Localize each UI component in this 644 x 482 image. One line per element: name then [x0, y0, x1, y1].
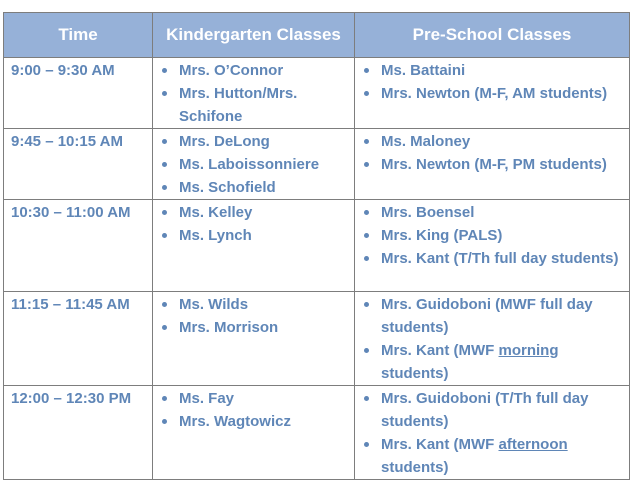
list-item: Mrs. Wagtowicz	[153, 410, 354, 433]
preschool-cell	[355, 292, 630, 386]
kindergarten-cell	[153, 292, 355, 386]
schedule-table	[3, 12, 630, 480]
list-item: Ms. Laboissonniere	[153, 153, 354, 176]
list-item: Ms. Schofield	[153, 176, 354, 199]
list-item: Ms. Lynch	[153, 224, 354, 247]
table-row	[4, 200, 630, 292]
list-item: Mrs. Newton (M-F, AM students)	[355, 82, 629, 105]
kant-session-underlined: morning	[498, 342, 559, 359]
preschool-cell	[355, 386, 630, 480]
preschool-cell	[355, 58, 630, 129]
preschool-cell	[355, 200, 630, 292]
preschool-cell	[355, 129, 630, 200]
kant-suffix: students)	[381, 459, 449, 476]
list-item: Mrs. O’Connor	[153, 59, 354, 82]
time-cell: 9:00 – 9:30 AM	[4, 58, 153, 129]
list-item	[355, 433, 629, 479]
time-cell: 9:45 – 10:15 AM	[4, 129, 153, 200]
list-item: Mrs. Morrison	[153, 316, 354, 339]
table-row	[4, 58, 630, 129]
kant-prefix: Mrs. Kant (MWF	[381, 436, 499, 453]
preschool-column-header: Pre-School Classes	[355, 13, 630, 58]
time-column-header: Time	[4, 13, 153, 58]
list-item: Mrs. Kant (T/Th full day students)	[355, 247, 629, 270]
table-row	[4, 386, 630, 480]
list-item: Ms. Kelley	[153, 201, 354, 224]
list-item: Mrs. DeLong	[153, 130, 354, 153]
kant-suffix: students)	[381, 365, 449, 382]
list-item: Mrs. Boensel	[355, 201, 629, 224]
list-item: Ms. Wilds	[153, 293, 354, 316]
kindergarten-cell	[153, 200, 355, 292]
list-item	[355, 339, 629, 385]
table-row	[4, 129, 630, 200]
list-item: Mrs. Newton (M-F, PM students)	[355, 153, 629, 176]
list-item: Mrs. Hutton/Mrs. Schifone	[153, 82, 354, 128]
kindergarten-cell	[153, 58, 355, 129]
kant-session-underlined: afternoon	[498, 436, 568, 453]
list-item: Ms. Fay	[153, 387, 354, 410]
list-item: Mrs. Guidoboni (T/Th full day students)	[355, 387, 629, 433]
kindergarten-column-header: Kindergarten Classes	[153, 13, 355, 58]
kant-prefix: Mrs. Kant (MWF	[381, 342, 499, 359]
kindergarten-cell	[153, 386, 355, 480]
time-cell: 12:00 – 12:30 PM	[4, 386, 153, 480]
list-item: Ms. Battaini	[355, 59, 629, 82]
time-cell: 10:30 – 11:00 AM	[4, 200, 153, 292]
table-row	[4, 292, 630, 386]
kindergarten-cell	[153, 129, 355, 200]
list-item: Ms. Maloney	[355, 130, 629, 153]
time-cell: 11:15 – 11:45 AM	[4, 292, 153, 386]
list-item: Mrs. King (PALS)	[355, 224, 629, 247]
list-item: Mrs. Guidoboni (MWF full day students)	[355, 293, 629, 339]
header-row	[4, 13, 630, 58]
